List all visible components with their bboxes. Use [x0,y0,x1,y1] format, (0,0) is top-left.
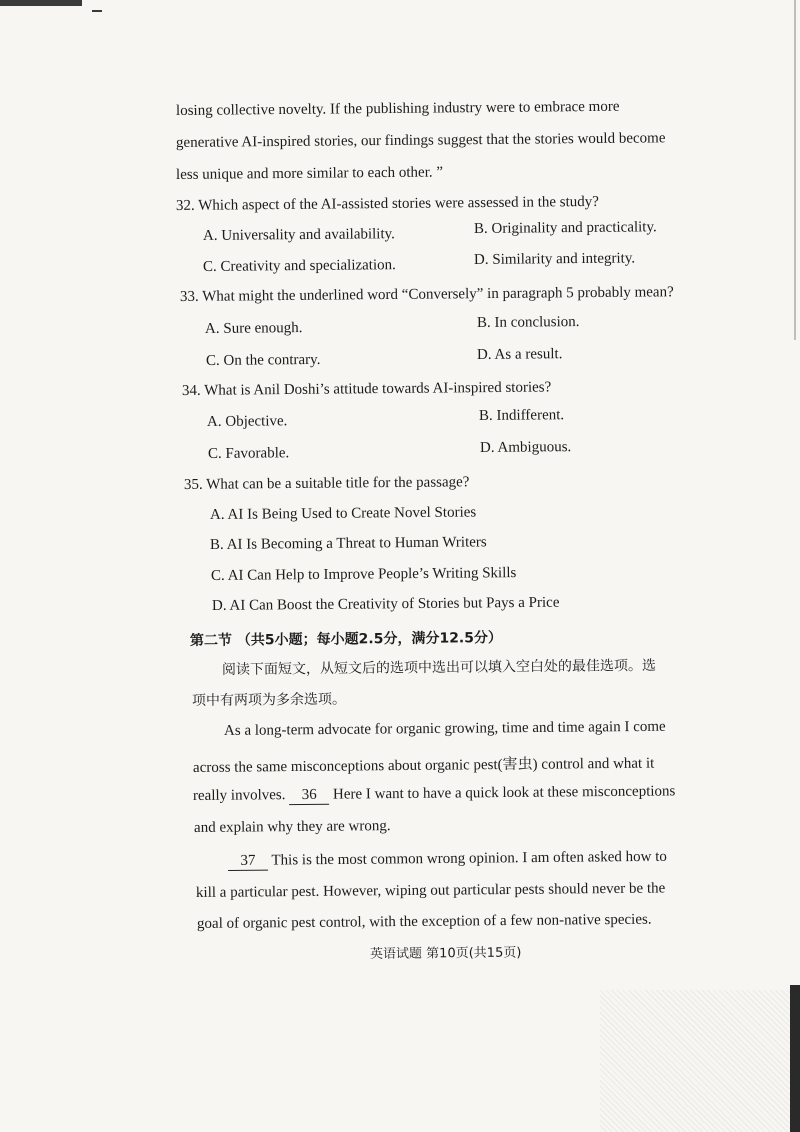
section-2-instruction: 项中有两项为多余选项。 [191,691,347,709]
article-line: and explain why they are wrong. [193,818,391,836]
question-35-option-c: C. AI Can Help to Improve People’s Writing Skills [210,565,517,584]
article-line: As a long-term advocate for organic growing, time and time again I come [223,718,666,739]
question-34-stem: 34. What is Anil Doshi’s attitude towards AI-inspired stories? [181,379,552,399]
question-34-option-c: C. Favorable. [207,445,290,462]
question-33-option-b: B. In conclusion. [476,314,580,331]
article-line [228,849,667,871]
question-32-option-c: C. Creativity and specialization. [202,257,396,275]
article-text: Here I want to have a quick look at these misconceptions [332,783,676,803]
article-line: goal of organic pest control, with the exception of a few non-native species. [196,911,652,932]
question-35-stem: 35. What can be a suitable title for the passage? [183,474,470,493]
article-line: kill a particular pest. However, wiping out particular pests should never be the [195,880,666,901]
scan-artifact [790,985,800,1132]
question-32-option-b: B. Originality and practicality. [473,219,657,237]
section-2-heading: 第二节 （共5小题；每小题2.5分，满分12.5分） [189,630,503,649]
question-33-option-a: A. Sure enough. [204,320,303,337]
scan-artifact [92,10,102,12]
question-34-option-b: B. Indifferent. [478,407,565,424]
scan-artifact [794,0,796,340]
question-35-option-a: A. AI Is Being Used to Create Novel Stories [209,504,477,523]
passage-line: losing collective novelty. If the publishing industry were to embrace more [175,98,620,119]
question-33-stem: 33. What might the underlined word “Conversely” in paragraph 5 probably mean? [179,284,674,305]
question-34-option-a: A. Objective. [206,413,288,430]
section-2-instruction: 阅读下面短文，从短文后的选项中选出可以填入空白处的最佳选项。选 [221,657,657,678]
question-32-option-d: D. Similarity and integrity. [473,250,636,268]
article-text: really involves. [192,787,286,804]
question-33-option-c: C. On the contrary. [205,351,321,369]
article-line: across the same misconceptions about organic pest(害虫) control and what it [192,755,655,776]
scan-artifact [600,990,790,1132]
question-33-option-d: D. As a result. [476,346,563,363]
question-32-stem: 32. Which aspect of the AI-assisted stories were assessed in the study? [175,193,600,214]
question-35-option-d: D. AI Can Boost the Creativity of Stories but Pays a Price [211,594,560,614]
blank-37: 37 [228,853,268,871]
question-32-option-a: A. Universality and availability. [202,226,395,244]
page-footer: 英语试题 第10页(共15页) [369,945,522,962]
scan-artifact [0,0,82,6]
article-line [193,783,676,806]
question-35-option-b: B. AI Is Becoming a Threat to Human Writers [209,534,487,553]
blank-36: 36 [289,787,329,805]
question-34-option-d: D. Ambiguous. [479,439,572,456]
passage-line: less unique and more similar to each other. ” [175,164,444,183]
passage-line: generative AI-inspired stories, our findings suggest that the stories would become [175,130,666,151]
article-text: This is the most common wrong opinion. I am often asked how to [271,848,667,869]
